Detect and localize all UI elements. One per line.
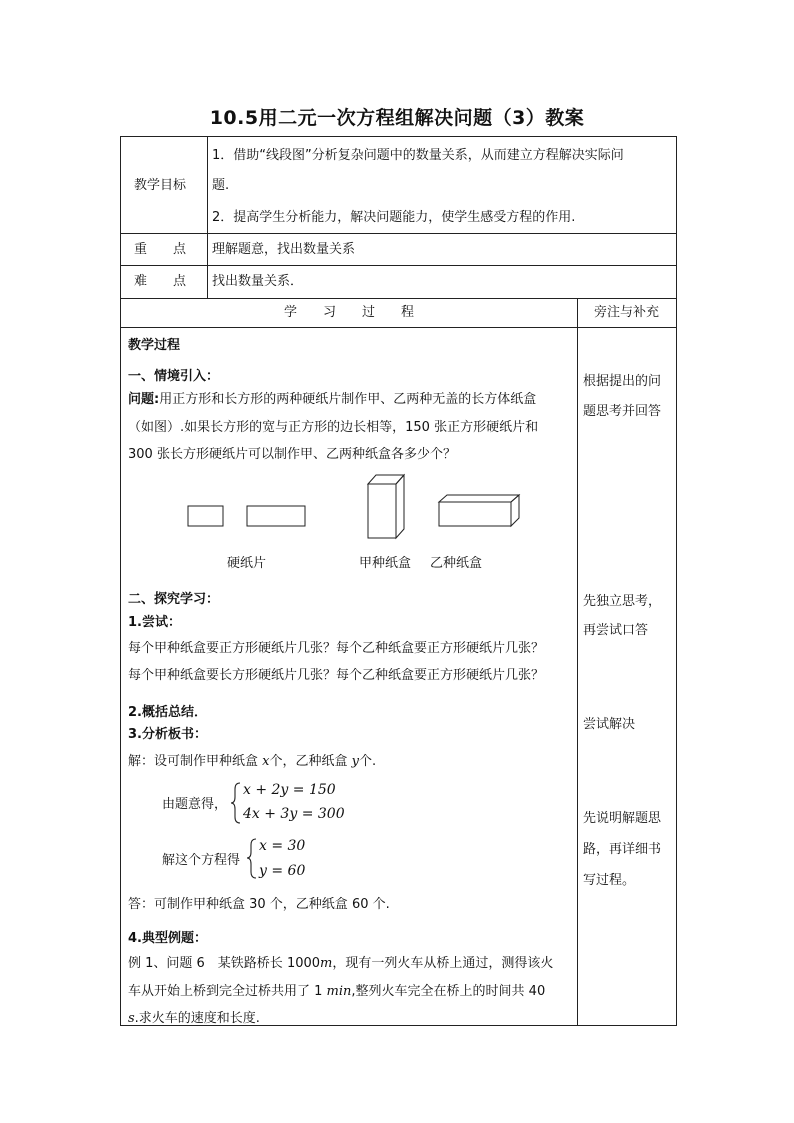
try-question-2: 每个甲种纸盒要长方形硬纸片几张？每个乙种纸盒要正方形硬纸片几张？ — [128, 668, 545, 683]
explore-heading: 二、探究学习： — [128, 592, 220, 607]
example-line-2: 车从开始上桥到完全过桥共用了 1 min,整列火车完全在桥上的时间共 40 — [128, 984, 546, 999]
solution-x: x = 30 — [259, 838, 306, 854]
side-note-3: 尝试解决 — [583, 717, 636, 732]
problem-line-2: （如图）.如果长方形的宽与正方形的边长相等，150 张正方形硬纸片和 — [128, 420, 539, 435]
objective-1: 1．借助“线段图”分析复杂问题中的数量关系，从而建立方程解决实际问 — [212, 148, 624, 163]
side-column-divider — [577, 298, 578, 1026]
summary-heading: 2.概括总结． — [128, 705, 207, 720]
process-header: 学 习 过 程 — [283, 305, 414, 320]
unit-m: m — [320, 956, 333, 971]
objective-1-cont: 题. — [212, 178, 230, 193]
difficulty-label: 难 点 — [134, 274, 187, 289]
var-x: x — [262, 754, 270, 769]
example-line-3: s.求火车的速度和长度. — [128, 1011, 260, 1026]
difficulty-text: 找出数量关系． — [212, 274, 304, 289]
objective-2: 2．提高学生分析能力，解决问题能力，使学生感受方程的作用. — [212, 210, 576, 225]
answer: 答：可制作甲种纸盒 30 个，乙种纸盒 60 个. — [128, 897, 390, 912]
row-divider — [121, 265, 677, 266]
page-title: 10.5用二元一次方程组解决问题（3）教案 — [209, 107, 585, 129]
unit-min: min — [326, 984, 352, 999]
figure-label-cards: 硬纸片 — [227, 556, 267, 571]
row-divider — [121, 233, 677, 234]
system-label: 由题意得， — [162, 797, 228, 812]
side-note-1b: 题思考并回答 — [583, 404, 662, 419]
problem-line-1 — [128, 392, 536, 407]
section-title: 教学过程 — [128, 338, 181, 353]
side-note-4a: 先说明解题思 — [583, 811, 662, 826]
side-note-2b: 再尝试口答 — [583, 623, 649, 638]
side-note-4c: 写过程。 — [583, 873, 636, 888]
solution-y: y = 60 — [259, 863, 306, 879]
problem-line-3: 300 张长方形硬纸片可以制作甲、乙两种纸盒各多少个？ — [128, 447, 456, 462]
problem-label: 问题: — [128, 392, 160, 407]
side-note-4b: 路，再详细书 — [583, 842, 662, 857]
side-note-2a: 先独立思考， — [583, 594, 662, 609]
try-heading: 1.尝试： — [128, 615, 181, 630]
example-line-1: 例 1、问题 6 某铁路桥长 1000m，现有一列火车从桥上通过，测得该火 — [128, 956, 554, 971]
figure-label-a: 甲种纸盒 — [359, 556, 412, 571]
lesson-table — [120, 136, 677, 1026]
row-divider — [121, 298, 677, 299]
unit-s: s — [128, 1011, 135, 1026]
side-note-1a: 根据提出的问 — [583, 374, 662, 389]
solution-intro: 解：设可制作甲种纸盒 x个，乙种纸盒 y个. — [128, 754, 377, 769]
var-y: y — [351, 754, 360, 769]
key-point-label: 重 点 — [134, 242, 187, 257]
problem-text-1: 用正方形和长方形的两种硬纸片制作甲、乙两种无盖的长方体纸盒 — [159, 392, 537, 407]
example-heading: 4.典型例题： — [128, 931, 207, 946]
analysis-heading: 3.分析板书： — [128, 727, 207, 742]
row-divider — [121, 327, 677, 328]
intro-heading: 一、情境引入： — [128, 369, 220, 384]
objectives-label: 教学目标 — [134, 178, 187, 193]
equation-1: x + 2y = 150 — [243, 782, 336, 798]
solve-label: 解这个方程得 — [162, 853, 241, 868]
try-question-1: 每个甲种纸盒要正方形硬纸片几张？每个乙种纸盒要正方形硬纸片几张？ — [128, 641, 545, 656]
equation-2: 4x + 3y = 300 — [243, 806, 345, 822]
side-header: 旁注与补充 — [593, 305, 659, 320]
figure-label-b: 乙种纸盒 — [430, 556, 483, 571]
key-point-text: 理解题意，找出数量关系 — [212, 242, 356, 257]
label-column-divider — [207, 137, 208, 298]
